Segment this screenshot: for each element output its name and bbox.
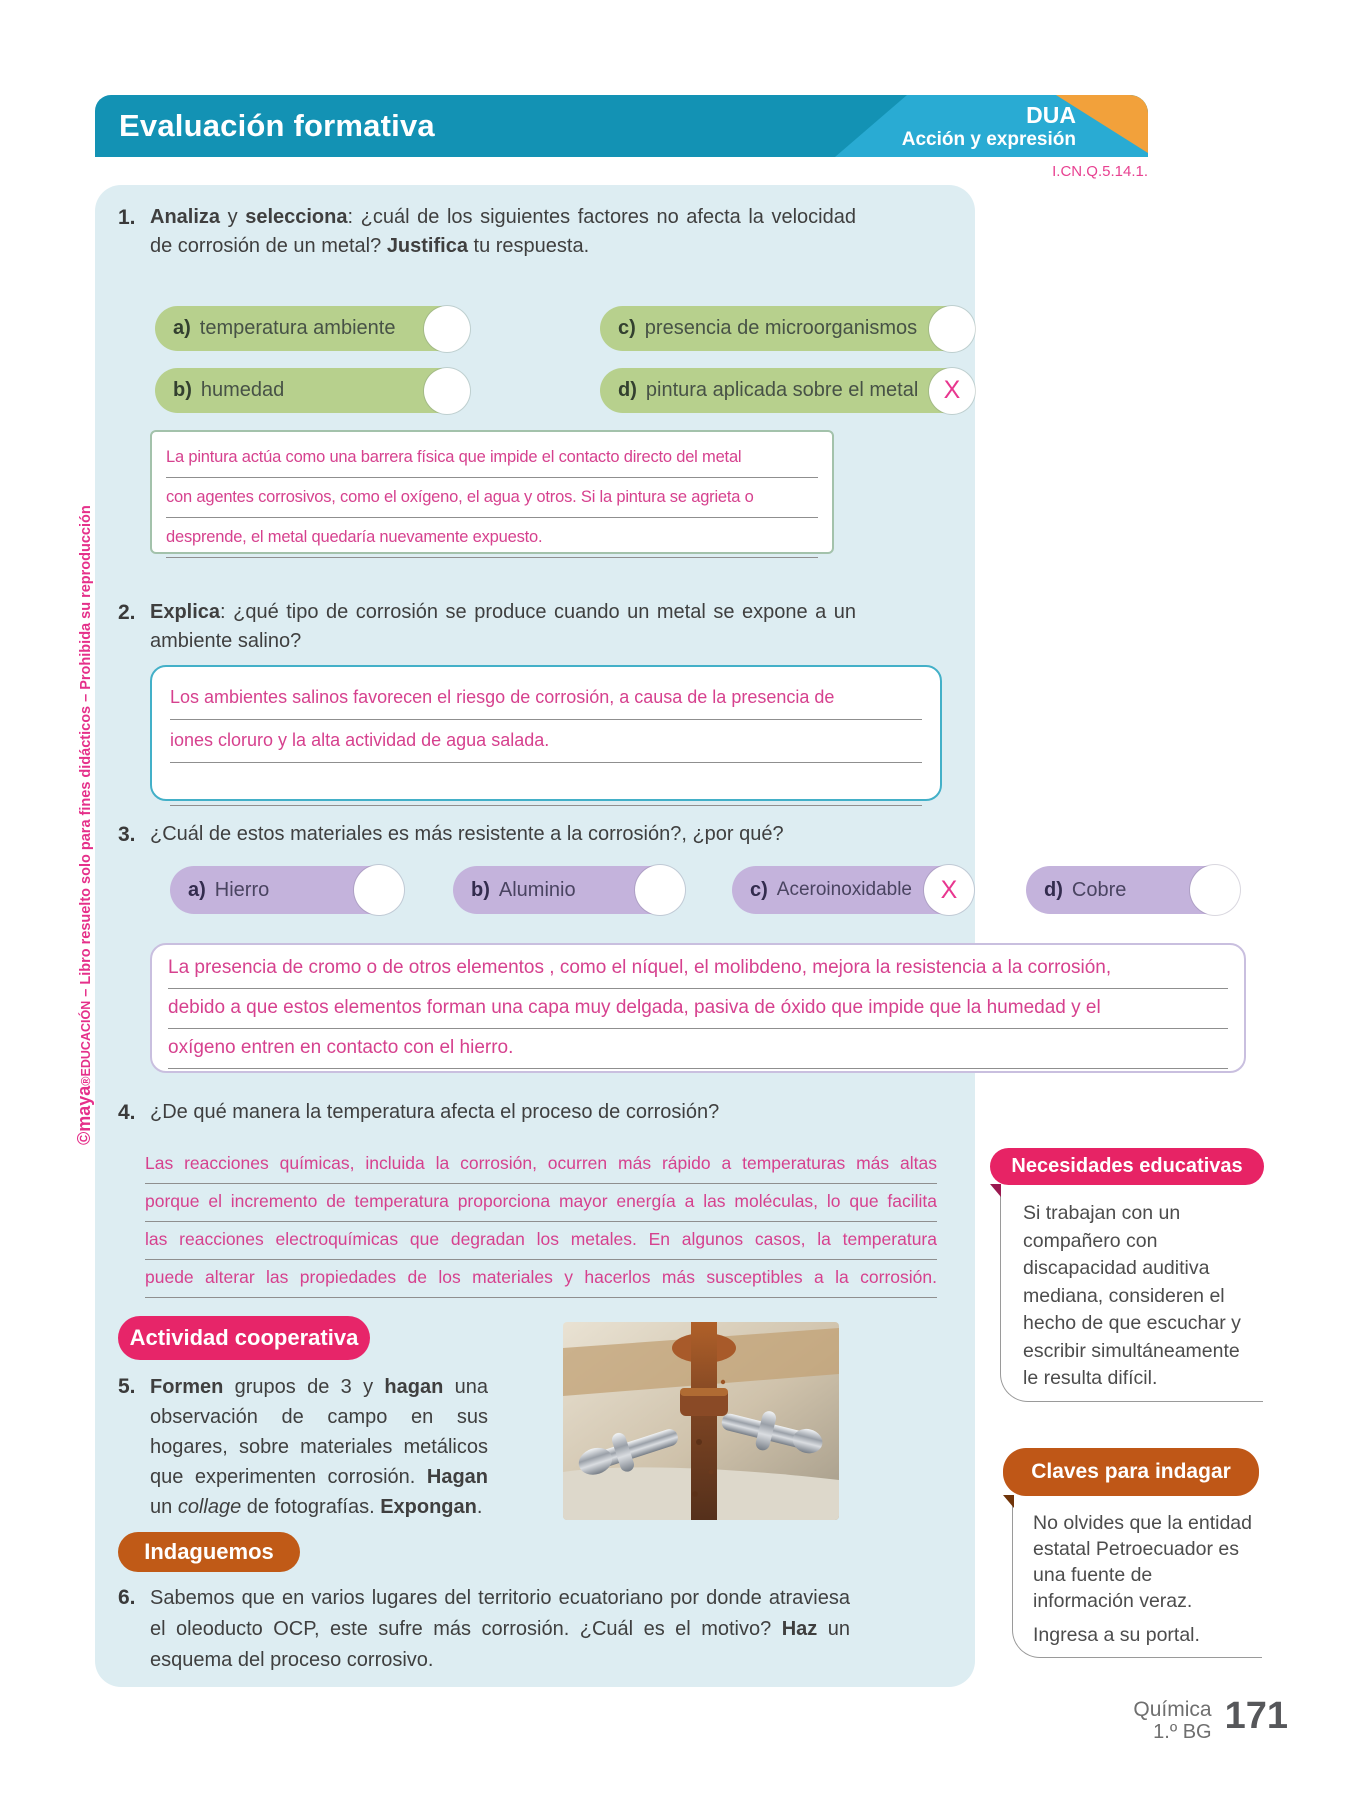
option-3a-label: a) (188, 878, 206, 901)
copyright-vertical-text (74, 505, 95, 1145)
option-3c-text: Aceroinoxidable (776, 879, 912, 900)
question-4-text: ¿De qué manera la temperatura afecta el proceso de corrosión? (150, 1101, 720, 1123)
special-needs-badge: Necesidades educativas (990, 1148, 1264, 1185)
option-1a-label: a) (173, 317, 191, 339)
answer-line[interactable]: Las reacciones químicas, incluida la corrosión, ocurren más rápido a temperaturas más altas (145, 1146, 937, 1184)
cooperative-activity-badge: Actividad cooperativa (118, 1316, 370, 1360)
answer-line[interactable]: iones cloruro y la alta actividad de agua salada. (170, 720, 922, 763)
answer-line[interactable]: oxígeno entren en contacto con el hierro. (168, 1029, 1228, 1069)
answer-circle-3b[interactable] (635, 865, 685, 915)
answer-line[interactable]: porque el incremento de temperatura proporciona mayor energía a las moléculas, lo que facilita (145, 1184, 937, 1222)
publisher-suffix: ®EDUCACIÓN (79, 1000, 93, 1086)
option-1d-label: d) (618, 379, 637, 401)
option-3b-label: b) (471, 878, 490, 901)
subject-label (1133, 1698, 1211, 1744)
option-1d (600, 368, 965, 413)
option-1c-text: presencia de microorganismos (644, 317, 918, 339)
question-2-text: Explica: ¿qué tipo de corrosión se produce cuando un metal se expone a un ambiente salino? (150, 601, 856, 652)
corrosion-photo (563, 1322, 839, 1520)
publisher-logo-text: ©maya (74, 1085, 94, 1145)
answer-circle-1c[interactable] (929, 306, 975, 352)
special-needs-box (1000, 1184, 1263, 1402)
option-3b-text: Aluminio (498, 878, 576, 901)
answer-box-2 (150, 665, 942, 801)
dua-title: DUA (1026, 102, 1076, 128)
inquiry-keys-text: No olvides que la entidad estatal Petroecuador es una fuente de información veraz. (1033, 1512, 1252, 1612)
answer-area-4 (145, 1146, 937, 1298)
option-3a (170, 866, 400, 914)
answer-circle-3a[interactable] (354, 865, 404, 915)
option-3d (1026, 866, 1236, 914)
option-1c (600, 306, 965, 351)
inquiry-badge: Indaguemos (118, 1532, 300, 1572)
answer-line[interactable]: puede alterar las propiedades de los materiales y hacerlos más susceptibles a la corrosión. (145, 1260, 937, 1298)
question-5-text: Formen grupos de 3 y hagan una observación de campo en sus hogares, sobre materiales metálicos que experimenten corrosión. Hagan un collage de fotografías. Expongan. (150, 1376, 488, 1518)
option-1a-text: temperatura ambiente (199, 317, 396, 339)
dua-subtitle: Acción y expresión (901, 129, 1076, 150)
page-number: 171 (1224, 1695, 1288, 1737)
question-4-number: 4. (118, 1101, 136, 1124)
option-1b (155, 368, 460, 413)
answer-line[interactable]: desprende, el metal quedaría nuevamente expuesto. (166, 518, 818, 558)
answer-box-1 (150, 430, 834, 554)
question-6-number: 6. (118, 1586, 136, 1609)
answer-mark-3c: X (940, 875, 958, 904)
answer-circle-1a[interactable] (424, 306, 470, 352)
option-1b-label: b) (173, 379, 192, 401)
answer-line[interactable]: Los ambientes salinos favorecen el riesgo de corrosión, a causa de la presencia de (170, 677, 922, 720)
answer-line[interactable]: con agentes corrosivos, como el oxígeno, el agua y otros. Si la pintura se agrieta o (166, 478, 818, 518)
inquiry-keys-text-2: Ingresa a su portal. (1033, 1624, 1200, 1646)
option-3c (732, 866, 970, 914)
answer-circle-3c[interactable] (924, 865, 974, 915)
answer-circle-3d[interactable] (1190, 865, 1240, 915)
option-1b-text: humedad (200, 379, 285, 401)
question-3-number: 3. (118, 823, 136, 846)
option-3d-text: Cobre (1071, 878, 1127, 901)
answer-box-3 (150, 943, 1246, 1073)
answer-circle-1b[interactable] (424, 368, 470, 414)
inquiry-keys-badge: Claves para indagar (1003, 1448, 1259, 1496)
grade-label: 1.º BG (1153, 1721, 1212, 1743)
answer-line[interactable]: las reacciones electroquímicas que degradan los metales. En algunos casos, la temperatura (145, 1222, 937, 1260)
question-1-text: Analiza y selecciona: ¿cuál de los siguientes factores no afecta la velocidad de corrosión de un metal? Justifica tu respuesta. (150, 206, 856, 257)
copyright-notice: – Libro resuelto solo para fines didácticos – Prohibida su reproducción (78, 505, 94, 1001)
question-6-text: Sabemos que en varios lugares del territorio ecuatoriano por donde atraviesa el oleoducto OCP, este sufre más corrosión. ¿Cuál es el motivo? Haz un esquema del proceso corrosivo. (150, 1587, 850, 1671)
page-title: Evaluación formativa (119, 108, 435, 143)
question-3-text: ¿Cuál de estos materiales es más resistente a la corrosión?, ¿por qué? (150, 823, 784, 845)
corrosion-photo-illustration (563, 1322, 839, 1520)
option-1d-text: pintura aplicada sobre el metal (645, 379, 919, 401)
answer-line[interactable]: La presencia de cromo o de otros elementos , como el níquel, el molibdeno, mejora la resistencia a la corrosión, (168, 949, 1228, 989)
answer-line[interactable] (170, 763, 922, 806)
inquiry-keys-box (1012, 1496, 1262, 1658)
option-1c-label: c) (618, 317, 636, 339)
option-1a (155, 306, 460, 351)
answer-line[interactable]: debido a que estos elementos forman una capa muy delgada, pasiva de óxido que impide que la humedad y el (168, 989, 1228, 1029)
option-3d-label: d) (1044, 878, 1063, 901)
answer-circle-1d[interactable] (929, 368, 975, 414)
curriculum-code: I.CN.Q.5.14.1. (1052, 163, 1148, 180)
special-needs-text: Si trabajan con un compañero con discapacidad auditiva mediana, consideren el hecho de que escuchar y escribir simultáneamente le resulta difícil. (1023, 1202, 1241, 1389)
answer-mark-1d: X (943, 376, 961, 404)
page-footer (1060, 1695, 1288, 1744)
dua-label (902, 102, 1076, 151)
answer-line[interactable]: La pintura actúa como una barrera física que impide el contacto directo del metal (166, 438, 818, 478)
question-1-number: 1. (118, 206, 136, 229)
page-header (95, 95, 1148, 157)
question-5-number: 5. (118, 1375, 136, 1398)
option-3c-label: c) (750, 878, 768, 901)
option-3a-text: Hierro (214, 878, 270, 901)
option-3b (453, 866, 681, 914)
question-2-number: 2. (118, 601, 136, 624)
subject-name: Química (1133, 1698, 1212, 1721)
